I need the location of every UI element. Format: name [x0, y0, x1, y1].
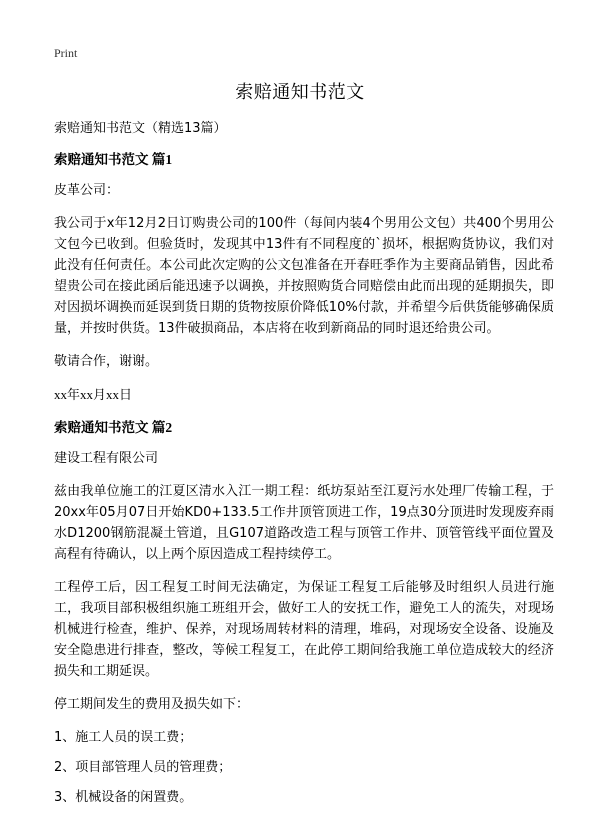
section-1-heading: 索赔通知书范文 篇1 — [54, 152, 173, 167]
section-1-closing: 敬请合作，谢谢。 — [54, 354, 159, 369]
section-1-date: xx年xx月xx日 — [54, 387, 133, 402]
section-2-paragraph-1: 兹由我单位施工的江夏区清水入江一期工程：纸坊泵站至江夏污水处理厂传输工程，于20xx年05月07日开始KD0+133.5工作井顶管顶进工作，19点30分顶进时发现废弃雨水D1200钢筋混凝土管道，且G107道路改造工程与顶管工作井、顶管管线平面位置及高程有待确认，以上两个原因造成工程持续停工。 — [54, 484, 554, 562]
section-2-heading: 索赔通知书范文 篇2 — [54, 420, 173, 435]
section-2-list-intro: 停工期间发生的费用及损失如下： — [54, 697, 250, 712]
document-content — [54, 118, 554, 817]
print-label: Print — [54, 46, 78, 60]
document-subtitle: 索赔通知书范文（精选13篇） — [54, 121, 227, 136]
section-1-body: 我公司于x年12月2日订购贵公司的100件（每间内装4个男用公文包）共400个男用公文包今已收到。但验货时，发现其中13件有不同程度的`损坏，根据购货协议，我们对此没有任何责任。本公司此次定购的公文包准备在开春旺季作为主要商品销售，因此希望贵公司在接此函后能迅速予以调换，并按照购货合同赔偿由此而出现的延期损失，即对因损坏调换而延误到货日期的货物按原价降低10%付款，并希望今后供货能够确保质量，并按时供货。13件破损商品，本店将在收到新商品的同时退还给贵公司。 — [54, 216, 554, 336]
list-item: 1、施工人员的误工费； — [54, 730, 193, 745]
document-title: 索赔通知书范文 — [235, 82, 365, 103]
section-2-paragraph-2: 工程停工后，因工程复工时间无法确定，为保证工程复工后能够及时组织人员进行施工，我项目部积极组织施工班组开会，做好工人的安抚工作，避免工人的流失，对现场机械进行检查，维护、保养，对现场周转材料的清理，堆码，对现场安全设备、设施及安全隐患进行排查，整改，等候工程复工，在此停工期间给我施工单位造成较大的经济损失和工期延误。 — [54, 580, 554, 679]
section-1-recipient: 皮革公司： — [54, 183, 120, 198]
list-item: 3、机械设备的闲置费。 — [54, 790, 193, 805]
section-2-recipient: 建设工程有限公司 — [54, 451, 159, 466]
list-item: 2、项目部管理人员的管理费； — [54, 760, 232, 775]
